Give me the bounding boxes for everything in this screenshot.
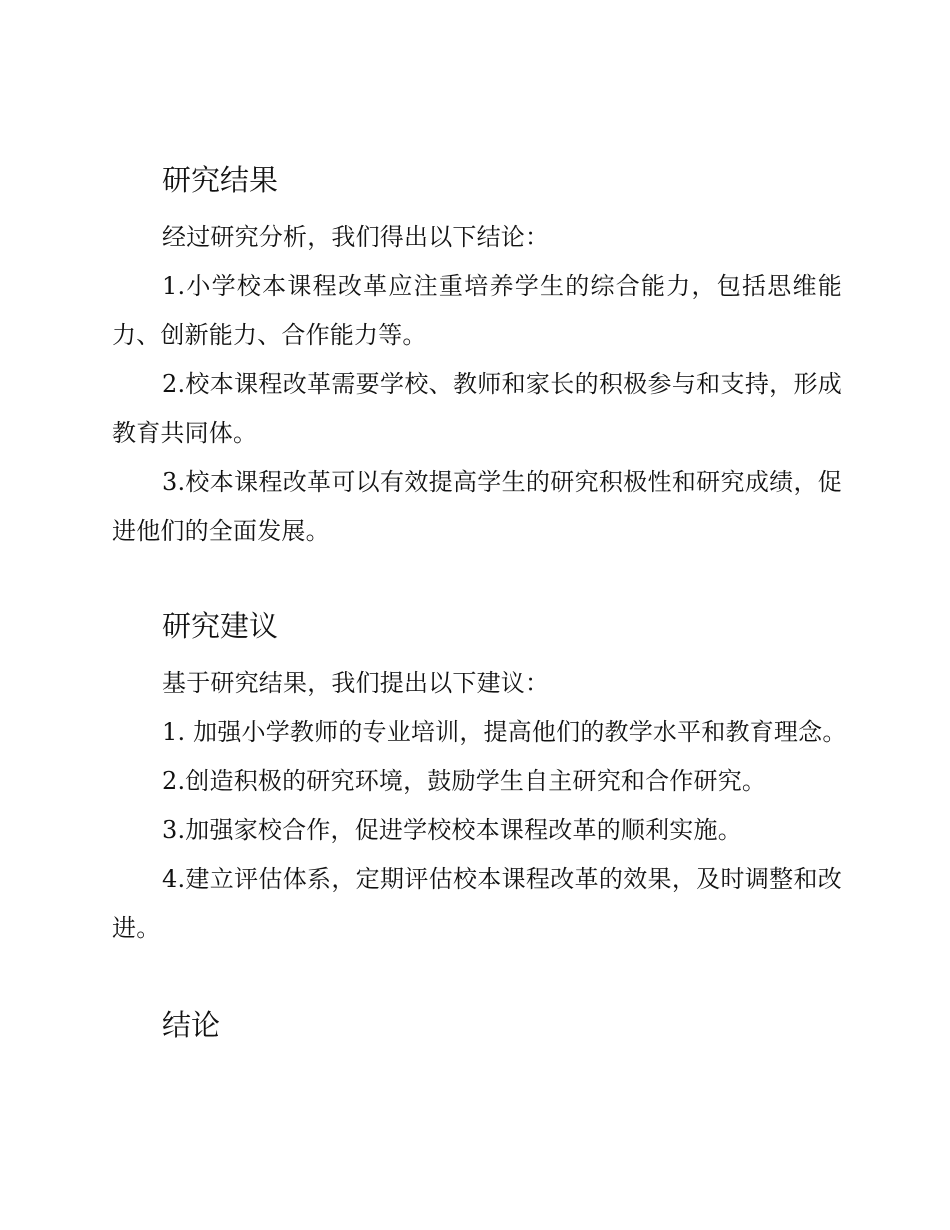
suggestions-item-4: 4.建立评估体系，定期评估校本课程改革的效果，及时调整和改进。 bbox=[112, 865, 842, 942]
results-body bbox=[112, 213, 842, 556]
results-item-2: 2.校本课程改革需要学校、教师和家长的积极参与和支持，形成教育共同体。 bbox=[112, 370, 842, 447]
section-heading-conclusion: 结论 bbox=[162, 1008, 221, 1042]
section-heading-results: 研究结果 bbox=[162, 163, 279, 197]
section-heading-suggestions: 研究建议 bbox=[162, 609, 279, 643]
suggestions-intro: 基于研究结果，我们提出以下建议： bbox=[162, 669, 550, 697]
results-intro: 经过研究分析，我们得出以下结论： bbox=[162, 223, 550, 251]
suggestions-item-1: 1. 加强小学教师的专业培训，提高他们的教学水平和教育理念。 bbox=[162, 718, 847, 746]
suggestions-item-2: 2.创造积极的研究环境，鼓励学生自主研究和合作研究。 bbox=[162, 767, 767, 795]
results-item-3: 3.校本课程改革可以有效提高学生的研究积极性和研究成绩，促进他们的全面发展。 bbox=[112, 468, 842, 545]
results-item-1: 1.小学校本课程改革应注重培养学生的综合能力，包括思维能力、创新能力、合作能力等。 bbox=[112, 272, 842, 349]
suggestions-item-3: 3.加强家校合作，促进学校校本课程改革的顺利实施。 bbox=[162, 816, 742, 844]
suggestions-body bbox=[112, 659, 847, 953]
